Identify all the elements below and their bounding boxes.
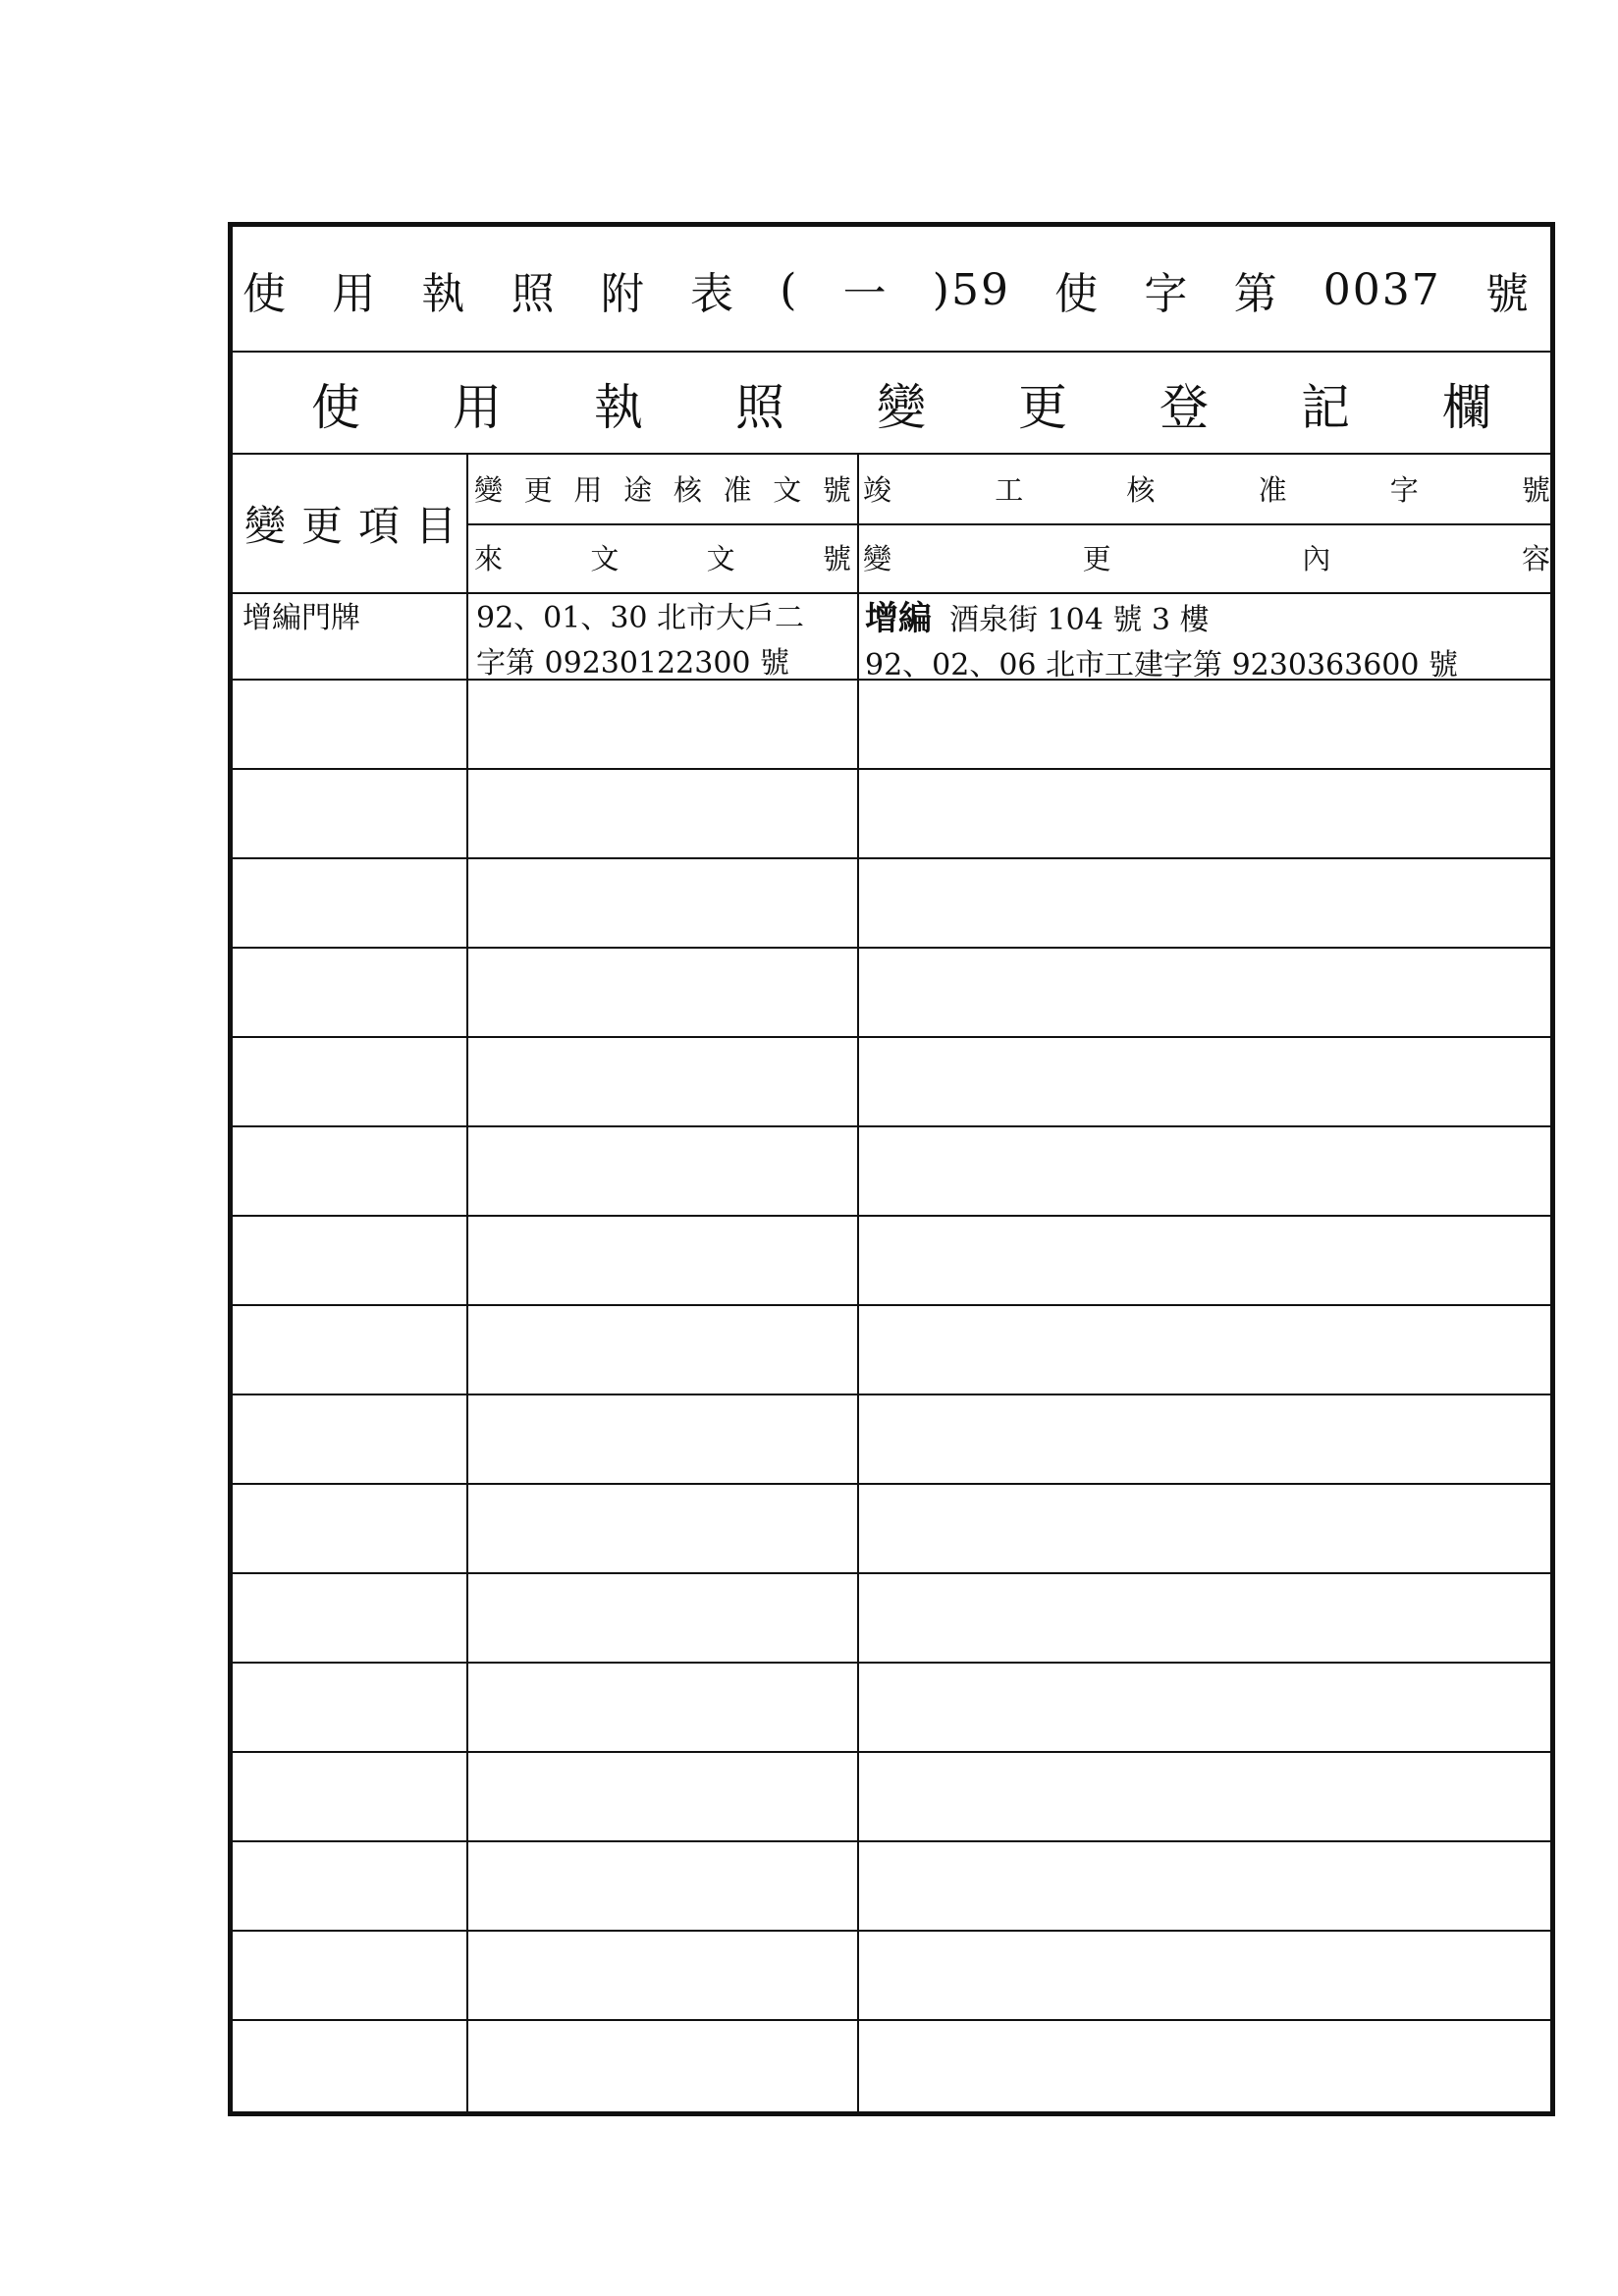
heading-char: 更 (1018, 379, 1067, 436)
heading-char: 登 (1160, 379, 1209, 436)
approval-doc-header (474, 461, 851, 516)
change-type-label: 增編 (865, 599, 932, 638)
header-bottom-line (233, 592, 1550, 594)
row-line (233, 947, 1550, 949)
change-content-cell (865, 596, 1458, 688)
approval-header-char: 途 (623, 472, 653, 507)
row-line (233, 1215, 1550, 1217)
change-content-header (863, 529, 1550, 584)
row-line (233, 768, 1550, 770)
completion-header-char: 竣 (863, 472, 892, 507)
title-char: 0037 (1322, 264, 1441, 315)
approval-header-char: 號 (822, 472, 851, 507)
row-line (233, 2019, 1550, 2021)
row-line (233, 1930, 1550, 1932)
title-char: 照 (511, 269, 557, 319)
title-char: ( (780, 264, 799, 315)
form-title (233, 250, 1550, 329)
approval-header-char: 核 (673, 472, 702, 507)
title-char: 用 (332, 269, 378, 319)
approval-header-char: 文 (773, 472, 802, 507)
completion-approval-header (863, 461, 1550, 516)
heading-char: 用 (453, 379, 502, 436)
change-content-line (865, 596, 1458, 643)
row-line (233, 1572, 1550, 1574)
title-char: 一 (842, 269, 889, 319)
approval-header-char: 准 (723, 472, 752, 507)
change-item-text: 增編門牌 (243, 601, 360, 635)
change-item-header (233, 455, 466, 592)
title-char: 附 (600, 269, 646, 319)
change-content-text: 酒泉街 104 號 3 樓 (949, 603, 1210, 637)
row-line (233, 857, 1550, 859)
title-char: 號 (1484, 269, 1531, 319)
column-divider-2 (857, 455, 859, 2111)
item-header-char: 變 (244, 502, 287, 550)
header-subdivider (466, 523, 1550, 525)
title-char: )59 (932, 264, 1010, 315)
item-header-char: 目 (414, 502, 457, 550)
item-header-char: 項 (357, 502, 400, 550)
column-divider-1 (466, 455, 468, 2111)
incoming-header-char: 文 (590, 541, 620, 575)
completion-approval-text: 92、02、06 北市工建字第 9230363600 號 (865, 648, 1458, 683)
completion-header-char: 准 (1258, 472, 1287, 507)
row-line (233, 1662, 1550, 1664)
row-line (233, 1036, 1550, 1038)
row-line (233, 1751, 1550, 1753)
title-char: 字 (1144, 269, 1190, 319)
incoming-header-char: 號 (822, 541, 851, 575)
completion-header-char: 號 (1521, 472, 1550, 507)
title-char: 使 (243, 269, 288, 319)
row-line (233, 1483, 1550, 1485)
heading-char: 記 (1301, 379, 1350, 436)
incoming-doc-line-1: 92、01、30 北市大戶二 (476, 601, 805, 635)
approval-header-char: 用 (573, 472, 603, 507)
approval-header-char: 更 (523, 472, 553, 507)
content-header-char: 更 (1082, 541, 1111, 575)
incoming-header-char: 來 (474, 541, 504, 575)
title-row (233, 227, 1550, 353)
completion-header-char: 核 (1126, 472, 1156, 507)
incoming-doc-cell (476, 596, 804, 686)
usage-permit-change-form (228, 222, 1555, 2116)
content-header-char: 變 (863, 541, 892, 575)
completion-header-char: 工 (995, 472, 1024, 507)
heading-char: 欄 (1442, 379, 1491, 436)
content-header-char: 內 (1302, 541, 1331, 575)
row-line (233, 1304, 1550, 1306)
completion-header-char: 字 (1389, 472, 1419, 507)
heading-char: 照 (735, 379, 784, 436)
approval-header-char: 變 (474, 472, 504, 507)
section-heading (233, 364, 1550, 443)
incoming-doc-line-2: 字第 09230122300 號 (476, 646, 790, 681)
heading-char: 執 (594, 379, 643, 436)
row-line (233, 1840, 1550, 1842)
change-item-cell (243, 596, 360, 641)
title-char: 執 (421, 269, 467, 319)
content-header-char: 容 (1521, 541, 1550, 575)
heading-char: 使 (311, 379, 360, 436)
incoming-header-char: 文 (706, 541, 735, 575)
row-line (233, 1394, 1550, 1395)
incoming-doc-header (474, 529, 851, 584)
title-char: 表 (690, 269, 736, 319)
item-header-char: 更 (300, 502, 343, 550)
heading-char: 變 (877, 379, 926, 436)
heading-row (233, 353, 1550, 455)
title-char: 第 (1233, 269, 1279, 319)
row-line (233, 679, 1550, 681)
title-char: 使 (1054, 269, 1101, 319)
row-line (233, 1125, 1550, 1127)
